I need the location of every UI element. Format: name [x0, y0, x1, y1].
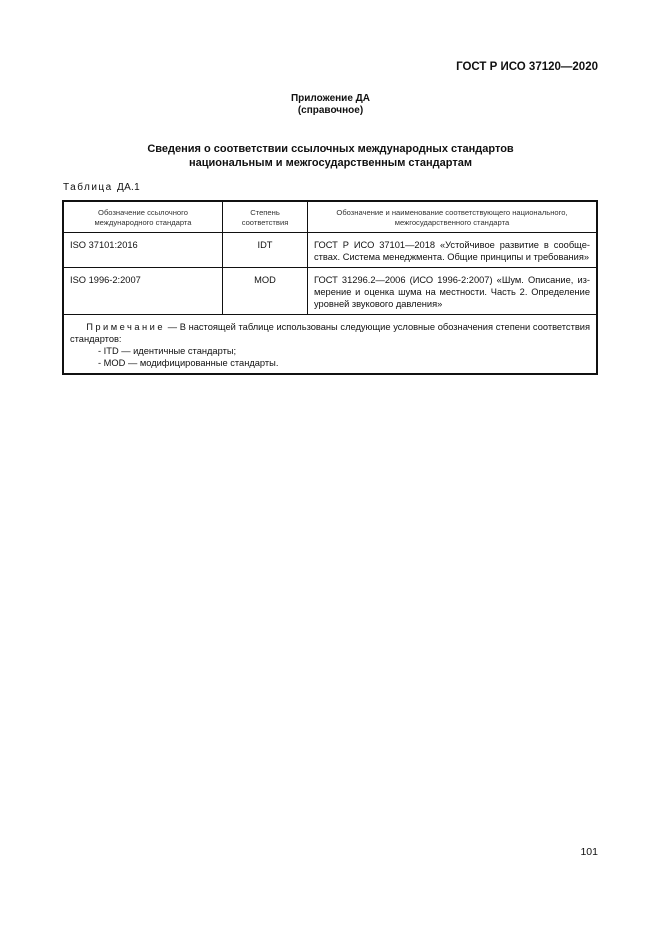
document-code: ГОСТ Р ИСО 37120—2020: [456, 61, 598, 73]
table-header-row: [63, 201, 597, 233]
cell-degree: MOD: [223, 268, 308, 315]
table-row: [63, 268, 597, 315]
note-label: Примечание: [86, 322, 166, 332]
page-number: 101: [580, 846, 598, 858]
heading-line-2: национальным и межгосударственным стандартам: [189, 157, 472, 169]
annex-title-block: [0, 93, 661, 117]
table-label-number: ДА.1: [117, 182, 140, 193]
section-heading: [0, 142, 661, 170]
header-degree: Степень соответствия: [223, 201, 308, 233]
annex-subtitle: (справочное): [297, 105, 364, 116]
note-text: [70, 321, 590, 345]
cell-intl-standard: ISO 1996-2:2007: [63, 268, 223, 315]
cell-intl-standard: ISO 37101:2016: [63, 233, 223, 268]
table-label: [63, 182, 140, 193]
cell-national-standard: ГОСТ Р ИСО 37101—2018 «Устойчивое развитие в сообще-ствах. Система менеджмента. Общие принципы и требования»: [308, 233, 598, 268]
table-row: [63, 233, 597, 268]
header-intl-standard: Обозначение ссылочного международного стандарта: [63, 201, 223, 233]
note-item: - ITD — идентичные стандарты;: [98, 346, 237, 356]
header-national-standard: Обозначение и наименование соответствующего национального, межгосударственного стандарта: [308, 201, 598, 233]
table-note-row: [63, 315, 597, 375]
correspondence-table: [62, 200, 598, 375]
note-item: - MOD — модифицированные стандарты.: [98, 358, 279, 368]
cell-degree: IDT: [223, 233, 308, 268]
heading-line-1: Сведения о соответствии ссылочных международных стандартов: [147, 143, 514, 155]
annex-title: Приложение ДА: [290, 93, 371, 104]
table-note: [63, 315, 597, 375]
cell-national-standard: ГОСТ 31296.2—2006 (ИСО 1996-2:2007) «Шум. Описание, из-мерение и оценка шума на местности. Часть 2. Определение уровней звукового давления»: [308, 268, 598, 315]
table-label-word: Таблица: [63, 182, 113, 193]
note-body: — В настоящей таблице использованы следующие условные обозначения степени соответствия стандартов:: [70, 322, 591, 344]
